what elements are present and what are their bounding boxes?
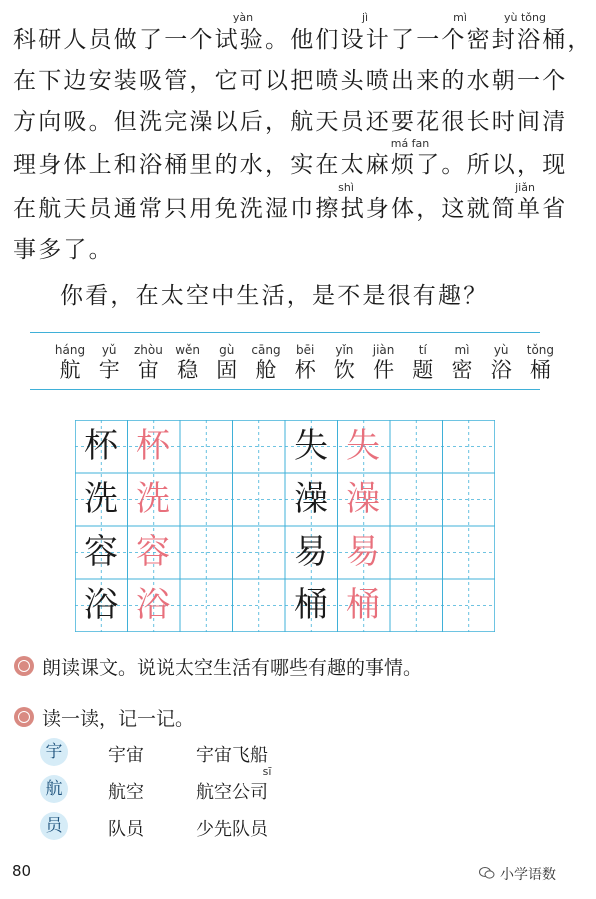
word-shaoxian-duiyuan: 少先队员 bbox=[196, 819, 268, 840]
vocab-char: 浴 bbox=[490, 358, 512, 382]
grid-trace-left-3: 容 bbox=[136, 532, 170, 572]
pinyin-mafan: má fan bbox=[390, 137, 430, 150]
vocab-pinyin: tí bbox=[418, 343, 427, 357]
vocab-pinyin: yǐn bbox=[335, 343, 354, 357]
vocab-item bbox=[403, 343, 443, 383]
vocab-pinyin: gù bbox=[219, 343, 235, 357]
vocab-item bbox=[50, 343, 90, 383]
vocab-pinyin: cāng bbox=[251, 343, 281, 357]
grid-trace-right-4: 桶 bbox=[346, 585, 380, 625]
word-yuzhou-feichuan: 宇宙飞船 bbox=[196, 745, 268, 766]
pinyin-si: sī bbox=[262, 765, 272, 778]
vocab-pinyin: wěn bbox=[175, 343, 200, 357]
pinyin-yan: yàn bbox=[232, 11, 254, 24]
vocab-item bbox=[364, 343, 404, 383]
vocab-char: 饮 bbox=[333, 358, 355, 382]
grid-trace-left-1: 杯 bbox=[136, 426, 170, 466]
grid-char-left-4: 浴 bbox=[84, 585, 118, 625]
vocab-item bbox=[324, 343, 364, 383]
vocab-char: 密 bbox=[451, 358, 473, 382]
vocab-item bbox=[285, 343, 325, 383]
grid-char-right-1: 失 bbox=[294, 426, 328, 466]
grid-char-right-2: 澡 bbox=[294, 479, 328, 519]
paragraph-line-4: 理身体上和浴桶里的水，实在太麻烦了。所以，现 bbox=[13, 152, 568, 178]
word-hangkong-gongsi: 航空公司 bbox=[196, 782, 268, 803]
seal-icon bbox=[14, 707, 34, 727]
vocab-item bbox=[520, 343, 560, 383]
vocab-pinyin: háng bbox=[54, 343, 86, 357]
vocab-item bbox=[207, 343, 247, 383]
char-bubble-yu: 宇 bbox=[40, 738, 68, 766]
watermark-text: 小学语数 bbox=[500, 867, 556, 883]
grid-char-left-2: 洗 bbox=[84, 479, 118, 519]
pinyin-mi: mì bbox=[453, 11, 467, 24]
vocab-pinyin: yǔ bbox=[101, 343, 117, 357]
vocab-rule-bottom bbox=[30, 389, 540, 390]
char-bubble-hang: 航 bbox=[40, 775, 68, 803]
char-bubble-yuan: 员 bbox=[40, 812, 68, 840]
word-duiyuan: 队员 bbox=[108, 819, 144, 840]
vocab-pinyin: tǒng bbox=[526, 343, 555, 357]
grid-char-right-4: 桶 bbox=[294, 585, 328, 625]
vocab-pinyin: zhòu bbox=[133, 343, 163, 357]
word-yuzhou: 宇宙 bbox=[108, 745, 144, 766]
vocab-pinyin: mì bbox=[454, 343, 470, 357]
grid-trace-left-2: 洗 bbox=[136, 479, 170, 519]
paragraph-closing: 你看，在太空中生活，是不是很有趣？ bbox=[60, 283, 489, 309]
pinyin-yutong: yù tǒng bbox=[504, 11, 546, 24]
grid-trace-left-4: 浴 bbox=[136, 585, 170, 625]
grid-trace-right-2: 澡 bbox=[346, 479, 380, 519]
grid-trace-right-1: 失 bbox=[346, 426, 380, 466]
task-read-remember: 读一读，记一记。 bbox=[42, 708, 195, 730]
vocab-char: 稳 bbox=[177, 358, 199, 382]
vocab-char: 题 bbox=[412, 358, 434, 382]
word-hangkong: 航空 bbox=[108, 782, 144, 803]
vocab-item bbox=[128, 343, 168, 383]
vocab-pinyin: yù bbox=[493, 343, 509, 357]
grid-char-left-3: 容 bbox=[84, 532, 118, 572]
vocab-char: 航 bbox=[59, 358, 81, 382]
vocab-char: 件 bbox=[373, 358, 395, 382]
grid-trace-right-3: 易 bbox=[346, 532, 380, 572]
vocab-char: 宇 bbox=[98, 358, 120, 382]
grid-char-left-1: 杯 bbox=[84, 426, 118, 466]
page-number: 80 bbox=[12, 862, 32, 880]
vocab-pinyin: jiàn bbox=[372, 343, 395, 357]
vocab-item bbox=[168, 343, 208, 383]
vocab-item bbox=[246, 343, 286, 383]
grid-char-right-3: 易 bbox=[294, 532, 328, 572]
vocab-item bbox=[442, 343, 482, 383]
vocab-item bbox=[481, 343, 521, 383]
paragraph-line-1: 科研人员做了一个试验。他们设计了一个密封浴桶， bbox=[13, 27, 593, 53]
paragraph-line-3: 方向吸。但洗完澡以后，航天员还要花很长时间清 bbox=[13, 109, 568, 135]
pinyin-jian: jiǎn bbox=[515, 181, 535, 194]
vocab-char: 宙 bbox=[137, 358, 159, 382]
paragraph-line-2: 在下边安装吸管，它可以把喷头喷出来的水朝一个 bbox=[13, 68, 568, 94]
writing-grid bbox=[75, 420, 495, 632]
pinyin-ji: jì bbox=[361, 11, 369, 24]
vocab-char: 舱 bbox=[255, 358, 277, 382]
vocab-char: 固 bbox=[216, 358, 238, 382]
seal-icon bbox=[14, 656, 34, 676]
vocab-item bbox=[89, 343, 129, 383]
wechat-icon bbox=[479, 866, 495, 880]
paragraph-line-5: 在航天员通常只用免洗湿巾擦拭身体，这就简单省 bbox=[13, 196, 568, 222]
vocab-rule-top bbox=[30, 332, 540, 333]
vocab-pinyin: bēi bbox=[296, 343, 315, 357]
vocab-char: 桶 bbox=[529, 358, 551, 382]
vocab-char: 杯 bbox=[294, 358, 316, 382]
task-read-text: 朗读课文。说说太空生活有哪些有趣的事情。 bbox=[42, 657, 423, 679]
pinyin-shi: shì bbox=[338, 181, 354, 194]
paragraph-line-6: 事多了。 bbox=[13, 237, 114, 263]
